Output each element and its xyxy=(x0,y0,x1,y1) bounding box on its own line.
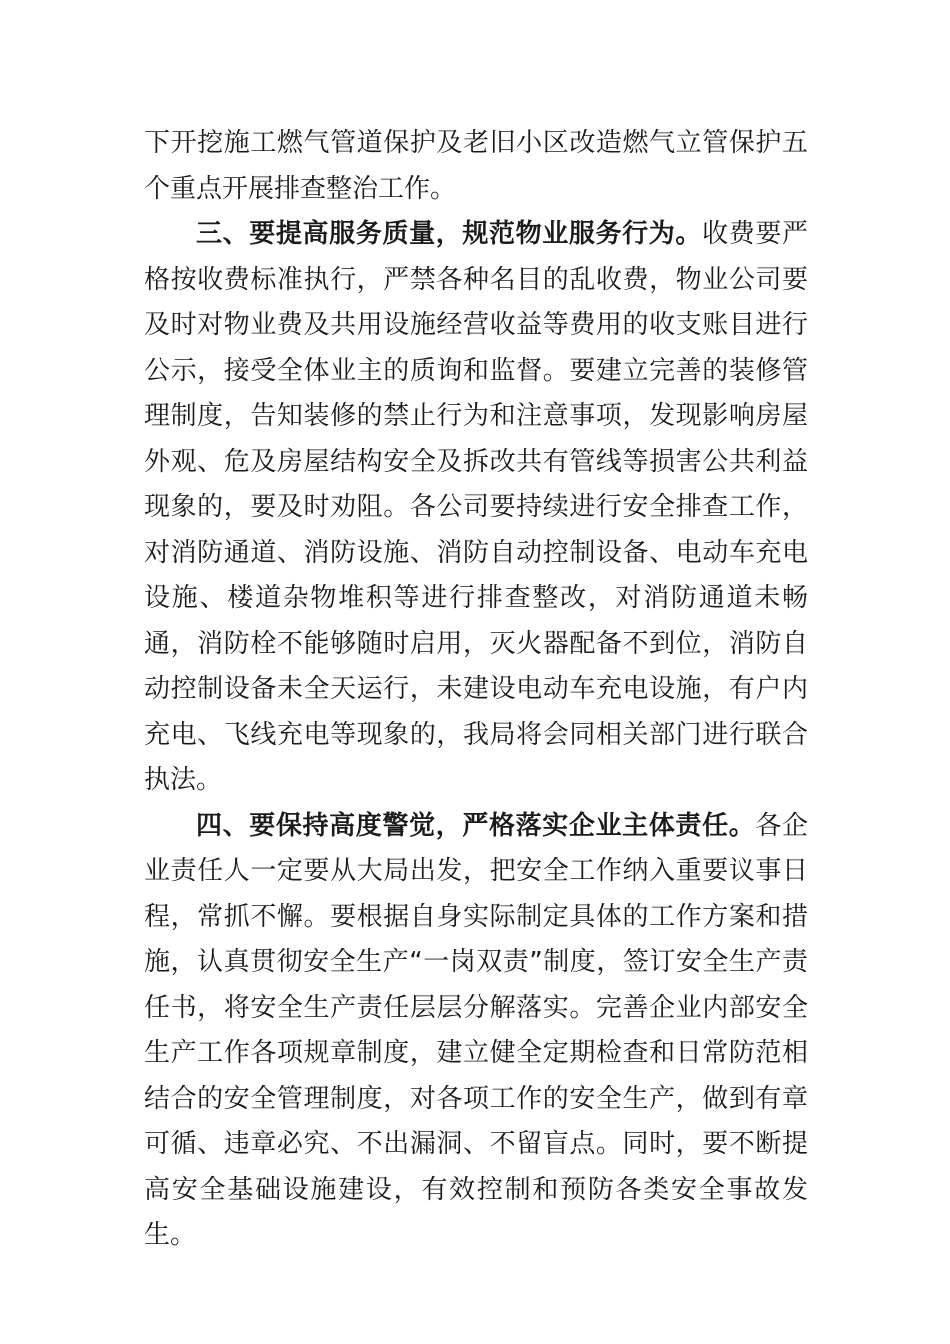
paragraph-text: 各企业责任人一定要从大局出发，把安全工作纳入重要议事日程，常抓不懈。要根据自身实际制定具体的工作方案和措施，认真贯彻安全生产“一岗双责”制度，签订安全生产责任书，将安全生产责任层层分解落实。完善企业内部安全生产工作各项规章制度，建立健全定期检查和日常防范相结合的安全管理制度，对各项工作的安全生产，做到有章可循、违章必究、不出漏洞、不留盲点。同时，要不断提高安全基础设施建设，有效控制和预防各类安全事故发生。 xyxy=(144,810,808,1250)
paragraph-text: 下开挖施工燃气管道保护及老旧小区改造燃气立管保护五个重点开展排查整治工作。 xyxy=(144,128,808,204)
document-body xyxy=(144,121,808,1259)
section-heading-four: 四、要保持高度警觉，严格落实企业主体责任。 xyxy=(196,810,756,841)
paragraph-section-four xyxy=(144,804,808,1259)
paragraph-text: 收费要严格按收费标准执行，严禁各种名目的乱收费，物业公司要及时对物业费及共用设施经营收益等费用的收支账目进行公示，接受全体业主的质询和监督。要建立完善的装修管理制度，告知装修的禁止行为和注意事项，发现影响房屋外观、危及房屋结构安全及拆改共有管线等损害公共利益现象的，要及时劝阻。各公司要持续进行安全排查工作，对消防通道、消防设施、消防自动控制设备、电动车充电设施、楼道杂物堆积等进行排查整改，对消防通道未畅通，消防栓不能够随时启用，灭火器配备不到位，消防自动控制设备未全天运行，未建设电动车充电设施，有户内充电、飞线充电等现象的，我局将会同相关部门进行联合执法。 xyxy=(144,219,808,795)
section-heading-three: 三、要提高服务质量，规范物业服务行为。 xyxy=(196,219,703,249)
paragraph-continued xyxy=(144,121,808,212)
paragraph-section-three xyxy=(144,212,808,804)
